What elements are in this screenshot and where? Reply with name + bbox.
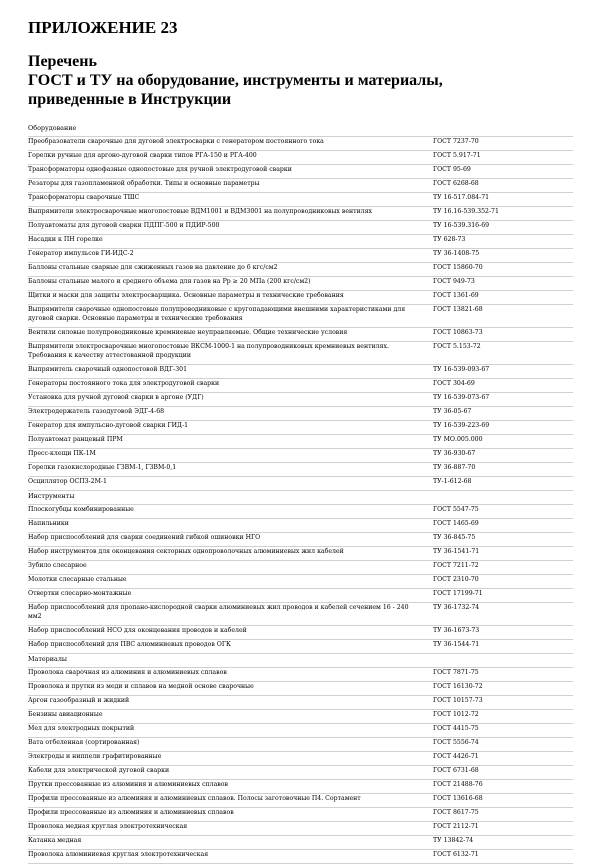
item-name: Преобразователи сварочные для дуговой электросварки с генератором постоянного тока (28, 138, 324, 145)
item-name: Набор приспособлений для пропано-кислородной сварки алюминиевых жил проводов и кабелей сечением 16 - 240 мм2 (28, 604, 409, 620)
item-name: Полуавтоматы для дуговой сварки ПДПГ-500 и ПДИР-500 (28, 222, 220, 229)
table-row (28, 393, 573, 407)
standard-code: ТУ 36-1408-75 (433, 250, 480, 257)
standard-code: ТУ МО.005.000 (433, 436, 483, 443)
document-page (28, 18, 573, 864)
standards-table (28, 123, 573, 864)
table-row (28, 235, 573, 249)
standard-code: ТУ 13842-74 (433, 837, 474, 844)
item-name: Мел для электродных покрытий (28, 725, 135, 732)
item-name: Проволока и прутки из меди и сплавов на медной основе сварочные (28, 683, 254, 690)
table-row (28, 682, 573, 696)
table-row (28, 822, 573, 836)
table-row (28, 365, 573, 379)
standard-code: ТУ 16-539-093-67 (433, 366, 490, 373)
table-row (28, 696, 573, 710)
table-row (28, 547, 573, 561)
item-name: Горелки ручные для аргоно-дуговой сварки типов РГА-150 и РГА-400 (28, 152, 257, 159)
title-line: Перечень (28, 53, 97, 70)
item-name: Проволока медная круглая электротехническая (28, 823, 188, 830)
item-name: Трансформаторы сварочные ТШС (28, 194, 140, 201)
table-row (28, 836, 573, 850)
standard-code: ГОСТ 4426-71 (433, 753, 479, 760)
item-name: Установка для ручной дуговой сварки в аргоне (УДГ) (28, 394, 204, 401)
standard-code: ГОСТ 304-69 (433, 380, 475, 387)
table-row (28, 305, 573, 328)
standard-code: ГОСТ 7211-72 (433, 562, 479, 569)
standard-code: ГОСТ 5547-75 (433, 506, 479, 513)
table-row (28, 808, 573, 822)
item-name: Полуавтомат ранцевый ПРМ (28, 436, 123, 443)
standard-code: ГОСТ 5556-74 (433, 739, 479, 746)
table-row (28, 165, 573, 179)
standard-code: ГОСТ 10157-73 (433, 697, 483, 704)
standard-code: ТУ 36-930-67 (433, 450, 476, 457)
section-heading-label: Оборудование (28, 124, 77, 132)
table-row (28, 291, 573, 305)
table-row (28, 561, 573, 575)
item-name: Баллоны стальные малого и среднего объема для газов на Рр ≥ 20 МПа (200 кгс/см2) (28, 278, 311, 285)
item-name: Генераторы постоянного тока для электродуговой сварки (28, 380, 220, 387)
standard-code: ГОСТ 8617-75 (433, 809, 479, 816)
item-name: Аргон газообразный и жидкий (28, 697, 130, 704)
item-name: Набор приспособлений НСО для оконцевания проводов и кабелей (28, 627, 247, 634)
item-name: Трансформаторы однофазные однопостовые для ручной электродуговой сварки (28, 166, 292, 173)
item-name: Выпрямители сварочные однопостовые полупроводниковые с кругопадающими внешними характеристиками для дуговой сварки. Основные параметры и технические требования (28, 306, 406, 322)
table-row (28, 519, 573, 533)
standard-code: ГОСТ 17199-71 (433, 590, 483, 597)
table-row (28, 193, 573, 207)
standard-code: ГОСТ 1012-72 (433, 711, 479, 718)
standard-code: ГОСТ 95-69 (433, 166, 471, 173)
item-name: Молотки слесарные стальные (28, 576, 127, 583)
table-row (28, 710, 573, 724)
table-row (28, 752, 573, 766)
standard-code: ГОСТ 6132-71 (433, 851, 479, 858)
item-name: Электродержатель газодуговой ЭДГ-4-68 (28, 408, 165, 415)
table-row (28, 780, 573, 794)
table-row (28, 379, 573, 393)
table-row (28, 263, 573, 277)
standard-code: ГОСТ 15860-70 (433, 264, 483, 271)
standard-code: ГОСТ 5.153-72 (433, 343, 481, 350)
item-name: Щитки и маски для защиты электросварщика. Основные параметры и технические требования (28, 292, 344, 299)
item-name: Насадки к ПН горелке (28, 236, 103, 243)
section-heading-label: Материалы (28, 655, 67, 663)
table-row (28, 533, 573, 547)
item-name: Электроды и ниппели графитированные (28, 753, 162, 760)
section-heading (28, 491, 573, 505)
table-row (28, 850, 573, 864)
standard-code: ГОСТ 10863-73 (433, 329, 483, 336)
item-name: Зубило слесарное (28, 562, 87, 569)
table-row (28, 449, 573, 463)
standard-code: ГОСТ 4415-75 (433, 725, 479, 732)
table-row (28, 407, 573, 421)
standard-code: ГОСТ 2310-70 (433, 576, 479, 583)
table-row (28, 668, 573, 682)
item-name: Вата отбеленная (сортированная) (28, 739, 140, 746)
item-name: Набор инструментов для оконцевания секторных однопроволочных алюминиевых жил кабелей (28, 548, 344, 555)
standard-code: ТУ-1-612-68 (433, 478, 472, 485)
standard-code: ТУ 16.16-539.352-71 (433, 208, 499, 215)
table-row (28, 603, 573, 626)
table-row (28, 328, 573, 342)
standard-code: ТУ 16-539-223-69 (433, 422, 490, 429)
standard-code: ГОСТ 13616-68 (433, 795, 483, 802)
item-name: Осциллятор ОСПЗ-2М-1 (28, 478, 107, 485)
item-name: Кабели для электрической дуговой сварки (28, 767, 170, 774)
table-row (28, 738, 573, 752)
item-name: Плоскогубцы комбинированные (28, 506, 134, 513)
standard-code: ТУ 36-1732-74 (433, 604, 480, 611)
item-name: Отвертки слесарно-монтажные (28, 590, 132, 597)
item-name: Генератор импульсов ГИ-ИДС-2 (28, 250, 134, 257)
item-name: Вентили силовые полупроводниковые кремниевые неуправляемые. Общие технические условия (28, 329, 348, 336)
standard-code: ГОСТ 21488-76 (433, 781, 483, 788)
item-name: Пресс-клещи ПК-1М (28, 450, 96, 457)
standard-code: ГОСТ 1465-69 (433, 520, 479, 527)
standard-code: ТУ 36-1541-71 (433, 548, 480, 555)
standard-code: ГОСТ 6731-68 (433, 767, 479, 774)
table-row (28, 766, 573, 780)
standard-code: ГОСТ 7237-70 (433, 138, 479, 145)
standard-code: ТУ 36-05-67 (433, 408, 472, 415)
item-name: Выпрямитель сварочный однопостовой ВДГ-301 (28, 366, 188, 373)
standard-code: ТУ 36-1673-73 (433, 627, 480, 634)
standard-code: ТУ 16-517.084-71 (433, 194, 490, 201)
table-row (28, 249, 573, 263)
item-name: Генератор для импульсно-дуговой сварки ГИД-1 (28, 422, 189, 429)
item-name: Выпрямители электросварочные многопостовые ВДМ1001 и ВДМ3001 на полупроводниковых вентилях (28, 208, 372, 215)
table-row (28, 421, 573, 435)
section-heading (28, 123, 573, 137)
table-row (28, 207, 573, 221)
table-row (28, 724, 573, 738)
table-row (28, 505, 573, 519)
item-name: Прутки прессованные из алюминия и алюминиевых сплавов (28, 781, 228, 788)
standard-code: ТУ 628-73 (433, 236, 466, 243)
document-title (28, 52, 573, 109)
item-name: Бензины авиационные (28, 711, 103, 718)
title-line: приведенные в Инструкции (28, 91, 232, 108)
item-name: Набор приспособлений для ПВС алюминиевых проводов ОГК (28, 641, 231, 648)
standard-code: ГОСТ 2112-71 (433, 823, 479, 830)
table-row (28, 342, 573, 365)
table-row (28, 277, 573, 291)
table-row (28, 151, 573, 165)
standard-code: ГОСТ 13821-68 (433, 306, 483, 313)
item-name: Выпрямители электросварочные многопостовые ВКСМ-1000-1 на полупроводниковых кремниевых вентилях. Требования к качеству аттестованной продукции (28, 343, 389, 359)
item-name: Катанка медная (28, 837, 82, 844)
item-name: Проволока алюминиевая круглая электротехническая (28, 851, 209, 858)
section-heading-label: Инструменты (28, 492, 75, 500)
standard-code: ТУ 36-887-70 (433, 464, 476, 471)
table-row (28, 575, 573, 589)
standard-code: ТУ 16-539.316-69 (433, 222, 490, 229)
table-row (28, 477, 573, 491)
appendix-heading: ПРИЛОЖЕНИЕ 23 (28, 18, 178, 37)
standard-code: ГОСТ 6268-68 (433, 180, 479, 187)
standard-code: ТУ 36-845-75 (433, 534, 476, 541)
standard-code: ГОСТ 949-73 (433, 278, 475, 285)
item-name: Профили прессованные из алюминия и алюминиевых сплавов (28, 809, 234, 816)
table-row (28, 137, 573, 151)
item-name: Набор приспособлений для сварки соединений гибкой ошиновки НГО (28, 534, 261, 541)
standard-code: ГОСТ 16130-72 (433, 683, 483, 690)
title-line: ГОСТ и ТУ на оборудование, инструменты и материалы, (28, 72, 443, 89)
table-row (28, 626, 573, 640)
standard-code: ГОСТ 5.917-71 (433, 152, 481, 159)
table-row (28, 589, 573, 603)
table-row (28, 794, 573, 808)
standard-code: ТУ 16-539-073-67 (433, 394, 490, 401)
item-name: Напильники (28, 520, 69, 527)
table-row (28, 640, 573, 654)
table-row (28, 179, 573, 193)
table-row (28, 435, 573, 449)
standard-code: ГОСТ 1361-69 (433, 292, 479, 299)
section-heading (28, 654, 573, 668)
table-row (28, 463, 573, 477)
standard-code: ТУ 36-1544-71 (433, 641, 480, 648)
item-name: Баллоны стальные сварные для сжиженных газов на давление до 6 кгс/см2 (28, 264, 278, 271)
item-name: Резаторы для газопламенной обработки. Типы и основные параметры (28, 180, 260, 187)
item-name: Горелки газокислородные ГЗВМ-1, ГЗВМ-0,1 (28, 464, 177, 471)
standard-code: ГОСТ 7871-75 (433, 669, 479, 676)
item-name: Профили прессованные из алюминия и алюминиевых сплавов. Полосы заготовочные П4. Сортамент (28, 795, 361, 802)
item-name: Проволока сварочная из алюминия и алюминиевых сплавов (28, 669, 227, 676)
table-row (28, 221, 573, 235)
